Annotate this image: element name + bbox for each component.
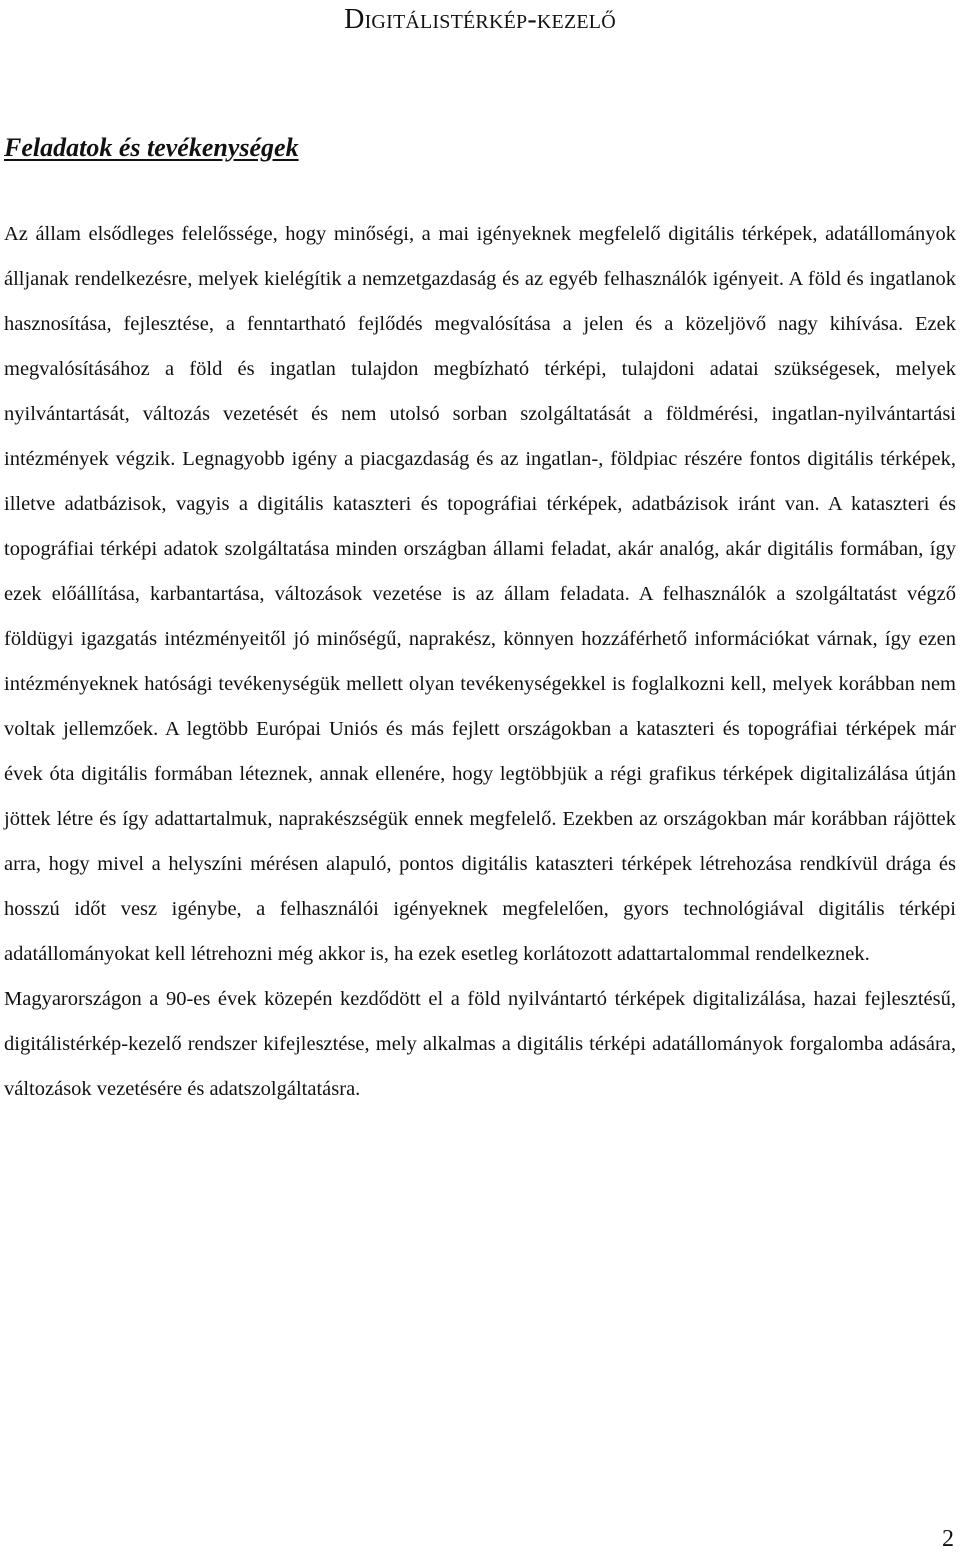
page-number: 2 xyxy=(942,1526,954,1552)
body-text xyxy=(4,212,956,1112)
paragraph: Az állam elsődleges felelőssége, hogy minőségi, a mai igényeknek megfelelő digitális térképek, adatállományok álljanak rendelkezésre, melyek kielégítik a nemzetgazdaság és az egyéb felhasználók igényeit. A föld és ingatlanok hasznosítása, fejlesztése, a fenntartható fejlődés megvalósítása a jelen és a közeljövő nagy kihívása. Ezek megvalósításához a föld és ingatlan tulajdon megbízható térképi, tulajdoni adatai szükségesek, melyek nyilvántartását, változás vezetését és nem utolsó sorban szolgáltatását a földmérési, ingatlan-nyilvántartási intézmények végzik. Legnagyobb igény a piacgazdaság és az ingatlan-, földpiac részére fontos digitális térképek, illetve adatbázisok, vagyis a digitális kataszteri és topográfiai térképek, adatbázisok iránt van. A kataszteri és topográfiai térképi adatok szolgáltatása minden országban állami feladat, akár analóg, akár digitális formában, így ezek előállítása, karbantartása, változások vezetése is az állam feladata. A felhasználók a szolgáltatást végző földügyi igazgatás intézményeitől jó minőségű, naprakész, könnyen hozzáférhető információkat várnak, így ezen intézményeknek hatósági tevékenységük mellett olyan tevékenységekkel is foglalkozni kell, melyek korábban nem voltak jellemzőek. A legtöbb Európai Uniós és más fejlett országokban a kataszteri és topográfiai térképek már évek óta digitális formában léteznek, annak ellenére, hogy legtöbbjük a régi grafikus térképek digitalizálása útján jöttek létre és így adattartalmuk, naprakészségük ennek megfelelő. Ezekben az országokban már korábban rájöttek arra, hogy mivel a helyszíni mérésen alapuló, pontos digitális kataszteri térképek létrehozása rendkívül drága és hosszú időt vesz igénybe, a felhasználói igényeknek megfelelően, gyors technológiával digitális térképi adatállományokat kell létrehozni még akkor is, ha ezek esetleg korlátozott adattartalommal rendelkeznek. xyxy=(4,223,956,965)
paragraph: Magyarországon a 90-es évek közepén kezdődött el a föld nyilvántartó térképek digitalizálása, hazai fejlesztésű, digitálistérkép-kezelő rendszer kifejlesztése, mely alkalmas a digitális térképi adatállományok forgalomba adására, változások vezetésére és adatszolgáltatásra. xyxy=(4,988,956,1100)
section-heading: Feladatok és tevékenységek xyxy=(4,133,299,162)
document-title: Digitálistérkép-kezelő xyxy=(344,4,616,35)
